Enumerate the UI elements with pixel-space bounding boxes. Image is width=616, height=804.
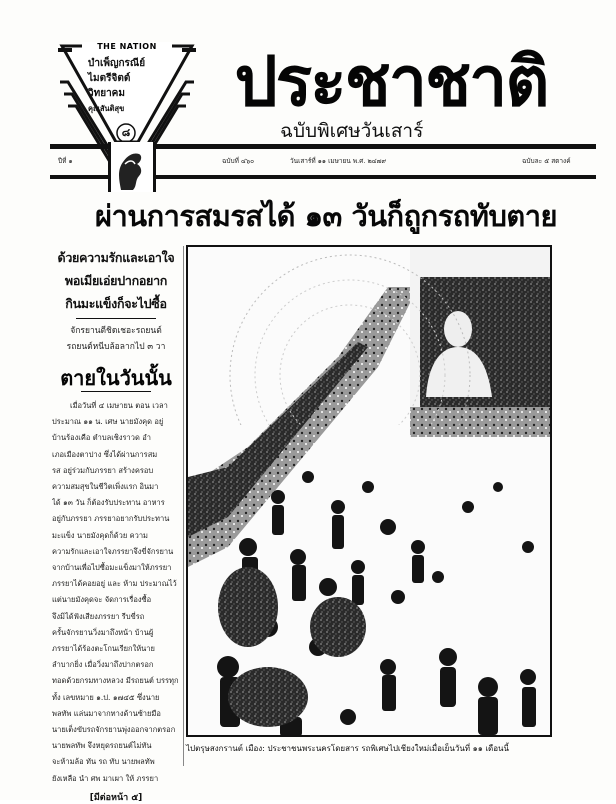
emblem-motto-line: คุณสันติสุข	[88, 104, 125, 113]
column-divider	[183, 246, 184, 766]
body-line: ทอดด้วยกรมทางหลวง มีรถยนต์ บรรทุก	[52, 676, 179, 686]
emblem-motto	[88, 56, 168, 116]
body-line: ยังเหลือ นำ ศพ มาเผา ให้ ภรรยา	[52, 773, 159, 783]
section-divider	[81, 391, 151, 392]
body-line: ความรักและเอาใจภรรยาจึงขี่จักรยาน	[52, 546, 174, 556]
emblem-number: ๘	[121, 126, 131, 139]
article-column	[52, 246, 180, 804]
photo-caption: ไปตรุษสงกรานต์ เมือง: ประชาชนพระนครโดยสาร รถพิเศษไปเชียงใหม่เมื่อเย็นวันที่ ๑๑ เดือนนี้	[186, 744, 509, 753]
body-line: ได้ ๑๓ วัน ก็ต้องรับประทาน อาหาร	[52, 498, 165, 508]
crowd-photo	[186, 245, 552, 737]
body-line: ความสมสุขในชีวิตเพิ่งแรก อินมา	[52, 482, 159, 492]
emblem-motto-line: วิทยาคม	[88, 88, 125, 99]
body-line: ลำบากยิ่ง เมื่อวิ่งมาถึงปากตรอก	[52, 660, 154, 670]
article-subdeck-line: รถยนต์หนีบล้อลากไป ๓ วา	[66, 342, 166, 352]
article-body	[52, 398, 180, 787]
body-line: มะแข็ง นายมังคุดก็ด้วย ความ	[52, 530, 148, 540]
deck-divider	[76, 318, 156, 319]
section-heading: ตายในวันนั้น	[60, 366, 172, 390]
body-line: แต่นายมังคุดจะ จัดการเรื่องซื้อ	[52, 595, 152, 605]
body-line: ครั้นจักรยานวิ่งมาถึงหน้า บ้านผู้	[52, 627, 154, 637]
crowd-scene-image	[188, 247, 550, 735]
body-line: อยู่กับภรรยา ภรรยาอยากรับประทาน	[52, 514, 170, 524]
dateline-price: ฉบับละ ๕ สตางค์	[522, 157, 571, 165]
body-line: ประมาณ ๑๑ น. เศษ นายมังคุด อยู่	[52, 417, 164, 427]
dateline-date: วันเสาร์ที่ ๑๑ เมษายน พ.ศ. ๒๔๗๙	[290, 157, 387, 165]
body-line: ภรรยาได้คอยอยู่ และ ห้าม ประมาณไว้	[52, 579, 177, 589]
dateline-issue: ฉบับที่ ๔๖๐	[222, 157, 255, 165]
body-line: จึงมิได้ฟังเสียงภรรยา รีบขี่รถ	[52, 611, 145, 621]
emblem-motto-line: ไมตรีจิตต์	[88, 73, 131, 84]
body-line: นายพลทัพ จึงหยุดรถยนต์ไม่ทัน	[52, 741, 152, 751]
body-line: นายเต็งขับรถจักรยานพุ่งออกจากตรอก	[52, 725, 176, 735]
article-deck-line: พอเมียเอ่ยปากอยาก	[64, 273, 168, 288]
body-line: จะห้ามล้อ ทัน รถ ทับ นายพลทัพ	[52, 757, 155, 767]
emblem-motto-line: บำเพ็ญกรณีย์	[88, 58, 146, 69]
body-line: เมื่อวันที่ ๔ เมษายน ตอน เวลา	[70, 401, 168, 410]
article-deck-line: ด้วยความรักและเอาใจ	[57, 250, 175, 265]
body-line: ภรรยาได้ร้องตะโกนเรียกให้นาย	[52, 644, 155, 654]
main-headline: ผ่านการสมรสได้ ๑๓ วันก็ถูกรถทับตาย	[94, 199, 557, 233]
body-line: เภอเมืองตาปาง ซึ่งได้ผ่านการสม	[52, 449, 158, 459]
continued-on-page: [มีต่อหน้า ๕]	[89, 792, 143, 803]
dateline-year: ปีที่ ๑	[58, 157, 73, 165]
newspaper-title: ประชาชาติ	[234, 42, 548, 122]
newspaper-subtitle: ฉบับพิเศษวันเสาร์	[280, 120, 424, 142]
emblem-hand-icon	[108, 142, 156, 192]
body-line: บ้านร้องเคือ ตำบลเชิงราวด อำ	[52, 433, 151, 443]
body-line: พลทัพ แล่นมาจากทางด้านซ้ายมือ	[52, 708, 161, 718]
body-line: จากบ้านเพื่อไปซื้อมะแข็งมาให้ภรรยา	[52, 563, 172, 573]
article-subdeck-line: จักรยานตีชิดเชอะรถยนต์	[70, 326, 162, 336]
emblem-title: THE NATION	[82, 42, 172, 51]
article-deck-line: กินมะแข็งก็จะไปซื้อ	[65, 296, 167, 311]
body-line: รส อยู่ร่วมกับภรรยา สร้างครอบ	[52, 465, 154, 475]
body-line: ทั้ง เลขหมาย ๑.ป. ๑๗๔๕ ซึ่งนาย	[52, 692, 160, 702]
